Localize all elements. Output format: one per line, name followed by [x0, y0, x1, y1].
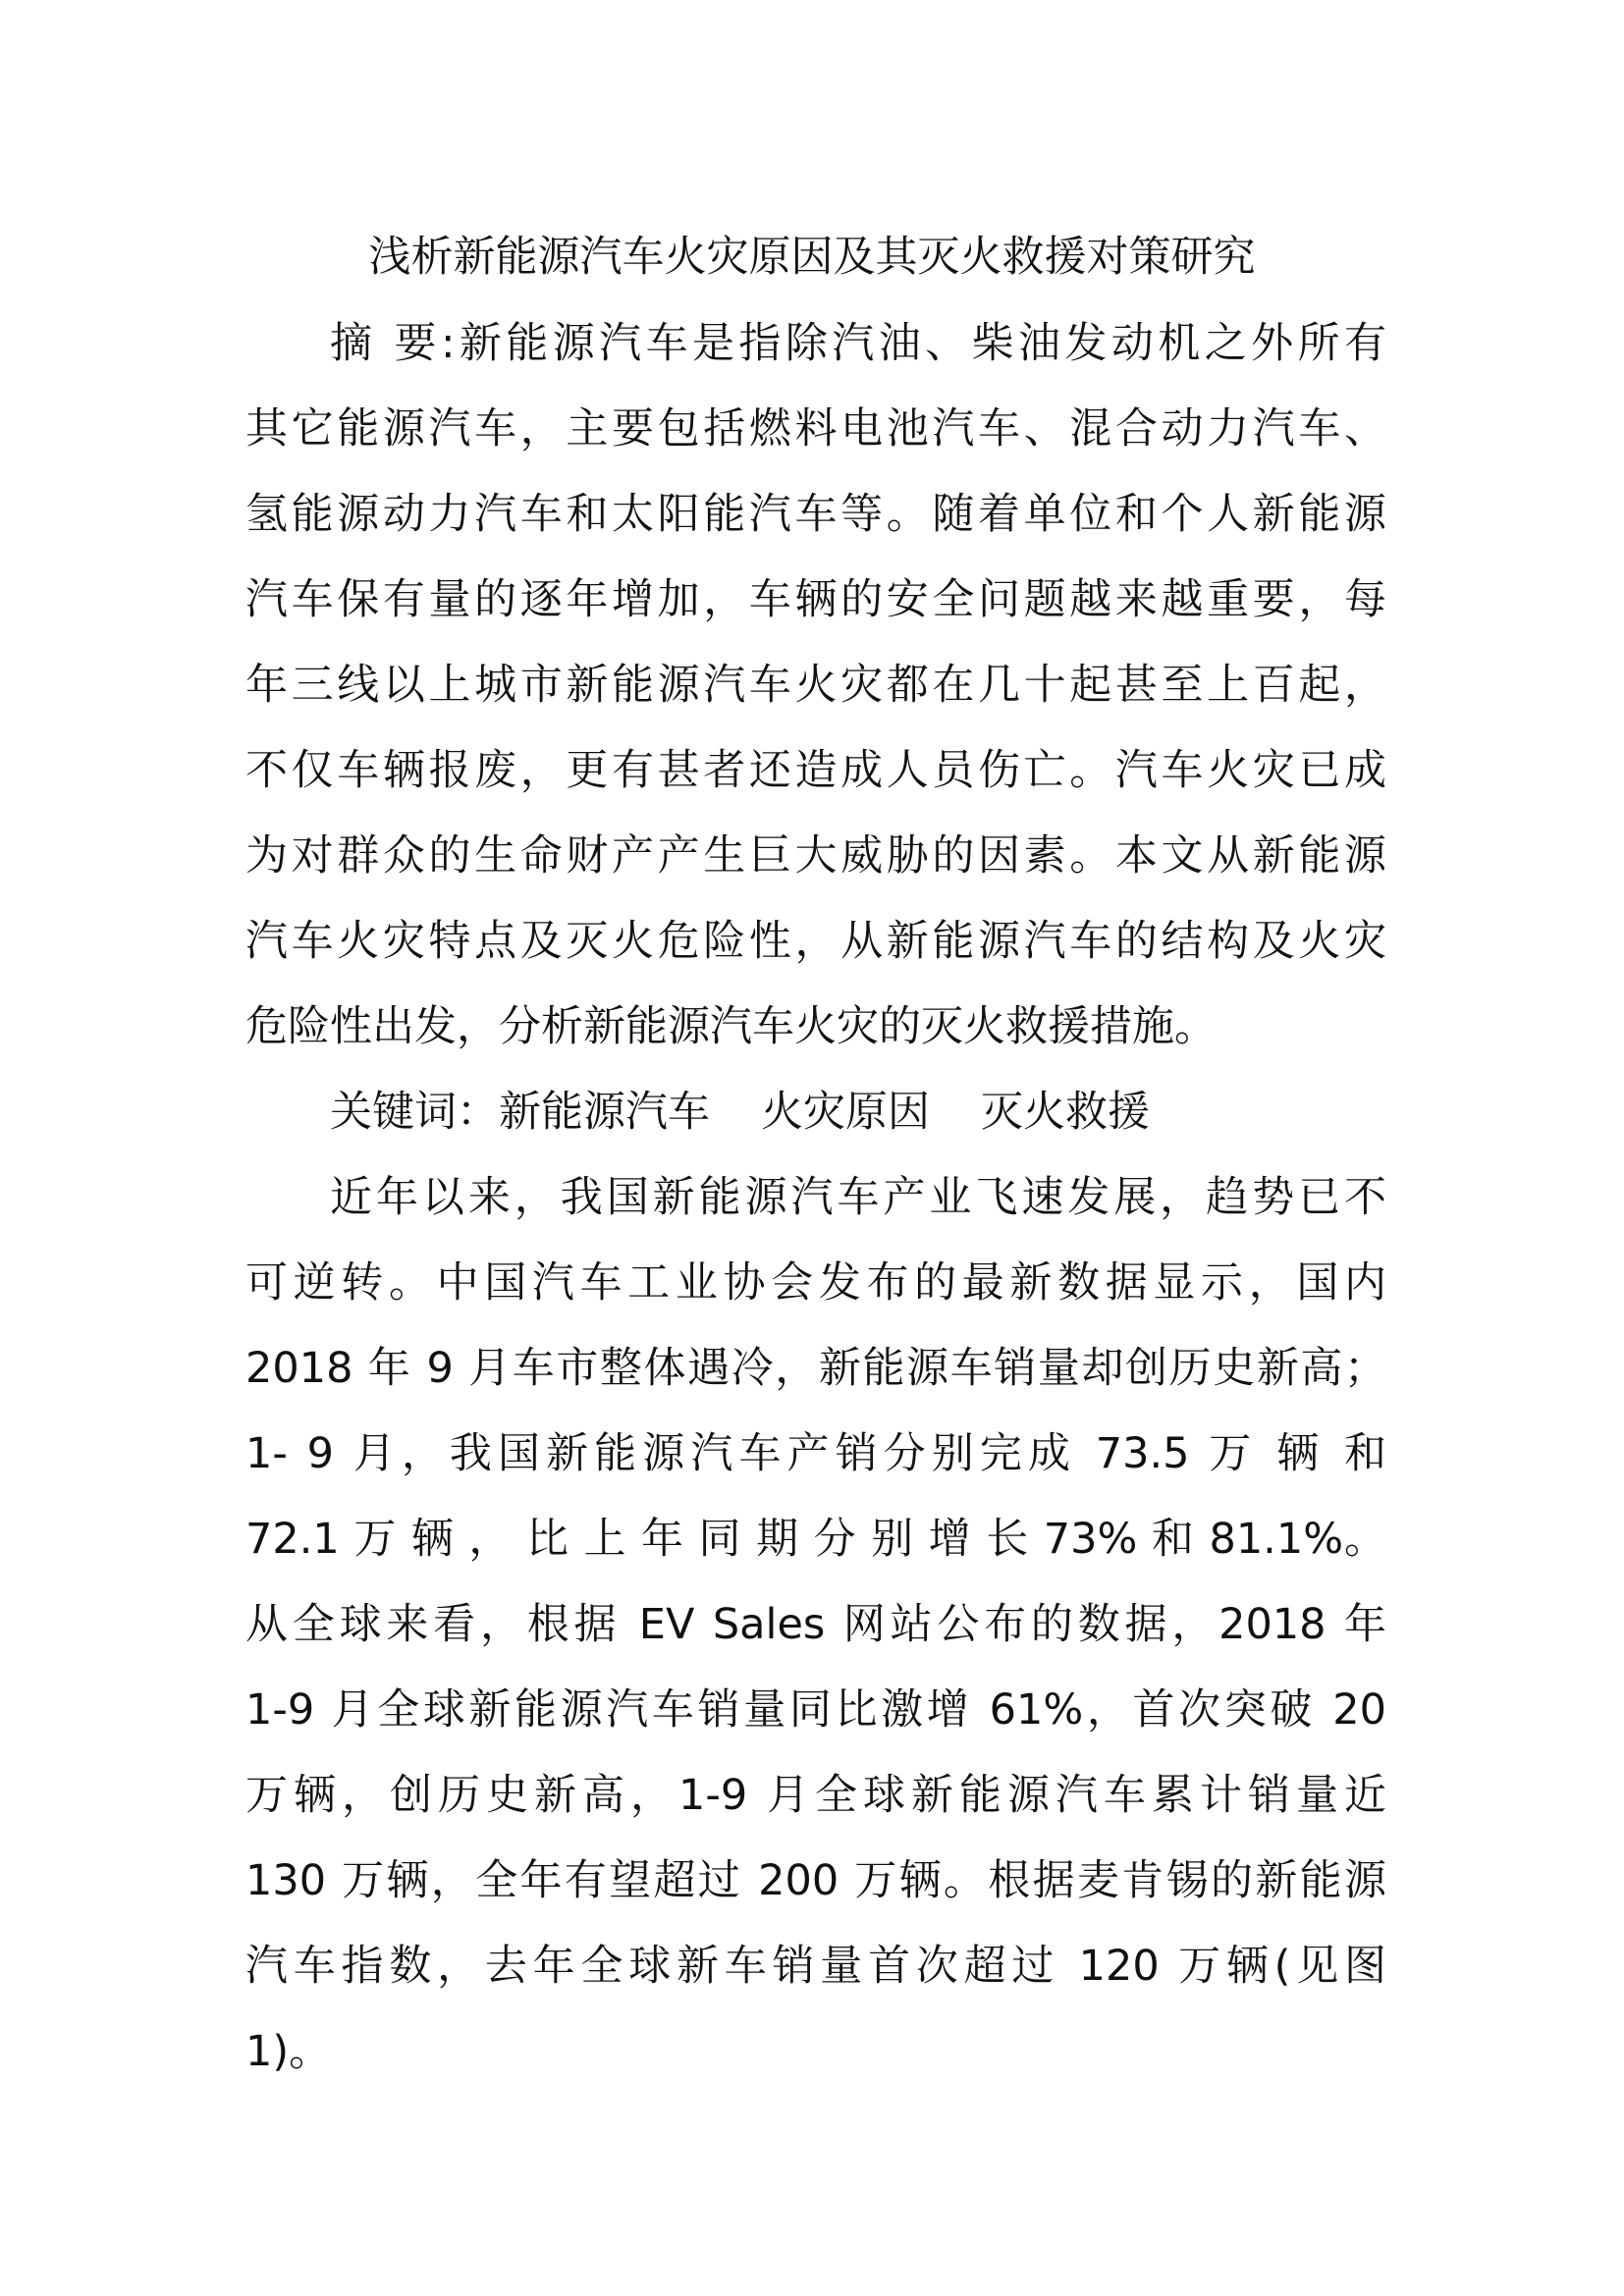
keyword-item: 火灾原因 [761, 1088, 930, 1137]
keywords-label: 关键词： [330, 1088, 499, 1137]
body-line: 从全球来看，根据 EV Sales 网站公布的数据，2018 年 [245, 1600, 1386, 1649]
abstract-line: 汽车火灾特点及灭火危险性，从新能源汽车的结构及火灾 [245, 917, 1386, 966]
keywords-line [330, 1083, 1150, 1142]
body-line: 130 万辆，全年有望超过 200 万辆。根据麦肯锡的新能源 [245, 1856, 1386, 1905]
body-line: 1-9 月全球新能源汽车销量同比激增 61%，首次突破 20 [245, 1685, 1386, 1735]
abstract-line: 摘 要:新能源汽车是指除汽油、柴油发动机之外所有 [330, 319, 1386, 368]
abstract-line: 年三线以上城市新能源汽车火灾都在几十起甚至上百起， [245, 661, 1386, 710]
abstract-line: 不仅车辆报废，更有甚者还造成人员伤亡。汽车火灾已成 [245, 746, 1386, 795]
abstract-line: 汽车保有量的逐年增加，车辆的安全问题越来越重要，每 [245, 575, 1386, 624]
body-line: 1)。 [245, 2027, 332, 2076]
body-line: 近年以来，我国新能源汽车产业飞速发展，趋势已不 [330, 1173, 1386, 1222]
document-title: 浅析新能源汽车火灾原因及其灭火救援对策研究 [368, 233, 1256, 282]
body-line: 万辆，创历史新高，1-9 月全球新能源汽车累计销量近 [245, 1771, 1386, 1820]
keyword-item: 新能源汽车 [499, 1088, 710, 1137]
body-line: 汽车指数，去年全球新车销量首次超过 120 万辆(见图 [245, 1942, 1386, 1991]
body-line: 可逆转。中国汽车工业协会发布的最新数据显示，国内 [245, 1258, 1386, 1308]
abstract-line: 氢能源动力汽车和太阳能汽车等。随着单位和个人新能源 [245, 490, 1386, 539]
keyword-item: 灭火救援 [981, 1088, 1150, 1137]
abstract-line: 危险性出发，分析新能源汽车火灾的灭火救援措施。 [245, 1002, 1217, 1051]
body-line: 72.1 万 辆 ， 比 上 年 同 期 分 别 增 长 73% 和 81.1%。 [245, 1515, 1386, 1564]
abstract-line: 其它能源汽车，主要包括燃料电池汽车、混合动力汽车、 [245, 404, 1386, 454]
body-line: 1- 9 月，我国新能源汽车产销分别完成 73.5 万 辆 和 [245, 1429, 1386, 1478]
abstract-line: 为对群众的生命财产产生巨大威胁的因素。本文从新能源 [245, 831, 1386, 881]
body-line: 2018 年 9 月车市整体遇冷，新能源车销量却创历史新高； [245, 1344, 1386, 1393]
